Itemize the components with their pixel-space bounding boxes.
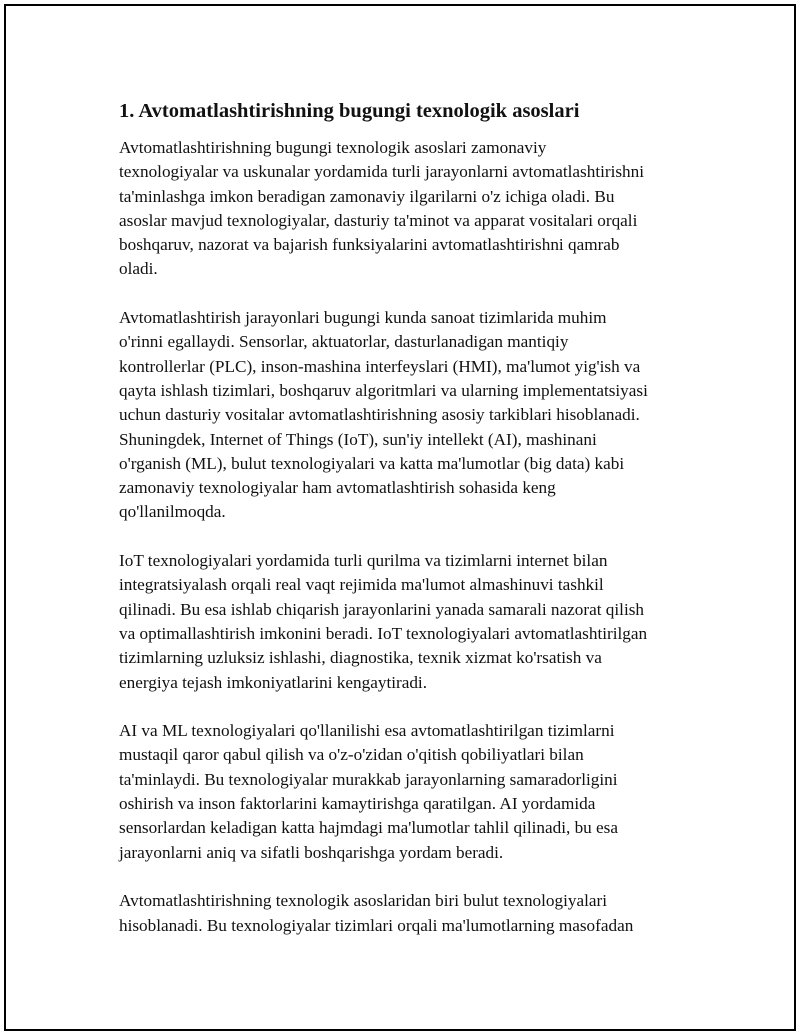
document-body [119, 96, 699, 962]
section-heading: 1. Avtomatlashtirishning bugungi texnologik asoslari [119, 100, 580, 122]
paragraph-line: qo'llanilmoqda. [119, 502, 226, 522]
paragraph-4 [119, 719, 699, 865]
paragraph-line: IoT texnologiyalari yordamida turli qurilma va tizimlarni internet bilan [119, 551, 608, 571]
document-page [4, 4, 796, 1031]
paragraph-line: mustaqil qaror qabul qilish va o'z-o'zidan o'qitish qobiliyatlari bilan [119, 745, 584, 765]
paragraph-line: integratsiyalash orqali real vaqt rejimida ma'lumot almashinuvi tashkil [119, 575, 604, 595]
paragraph-line: sensorlardan keladigan katta hajmdagi ma'lumotlar tahlil qilinadi, bu esa [119, 818, 618, 838]
paragraph-line: qilinadi. Bu esa ishlab chiqarish jarayonlarini yanada samarali nazorat qilish [119, 599, 645, 619]
paragraph-line: o'rinni egallaydi. Sensorlar, aktuatorlar, dasturlanadigan mantiqiy [119, 332, 569, 352]
paragraph-2 [119, 306, 699, 525]
paragraph-line: asoslar mavjud texnologiyalar, dasturiy ta'minot va apparat vositalari orqali [119, 210, 638, 230]
paragraph-line: jarayonlarni aniq va sifatli boshqarishga yordam beradi. [119, 842, 504, 862]
paragraph-line: oshirish va inson faktorlarini kamaytirishga qaratilgan. AI yordamida [119, 794, 596, 814]
paragraph-line: Shuningdek, Internet of Things (IoT), sun'iy intellekt (AI), mashinani [119, 429, 597, 449]
paragraph-line: zamonaviy texnologiyalar ham avtomatlashtirish sohasida keng [119, 478, 556, 498]
paragraph-5 [119, 889, 699, 938]
paragraph-line: oladi. [119, 259, 158, 279]
paragraph-line: va optimallashtirish imkonini beradi. IoT texnologiyalari avtomatlashtirilgan [119, 623, 648, 643]
paragraph-line: ta'minlaydi. Bu texnologiyalar murakkab jarayonlarning samaradorligini [119, 769, 618, 789]
paragraph-3 [119, 549, 699, 695]
paragraph-line: kontrollerlar (PLC), inson-mashina interfeyslari (HMI), ma'lumot yig'ish va [119, 356, 641, 376]
paragraph-line: ta'minlashga imkon beradigan zamonaviy ilgarilarni o'z ichiga oladi. Bu [119, 186, 615, 206]
paragraph-line: uchun dasturiy vositalar avtomatlashtirishning asosiy tarkiblari hisoblanadi. [119, 405, 640, 425]
paragraph-line: texnologiyalar va uskunalar yordamida turli jarayonlarni avtomatlashtirishni [119, 162, 645, 182]
paragraph-list [119, 136, 699, 938]
paragraph-line: energiya tejash imkoniyatlarini kengaytiradi. [119, 672, 428, 692]
paragraph-line: Avtomatlashtirish jarayonlari bugungi kunda sanoat tizimlarida muhim [119, 308, 607, 328]
paragraph-line: Avtomatlashtirishning texnologik asoslaridan biri bulut texnologiyalari [119, 891, 608, 911]
paragraph-line: AI va ML texnologiyalari qo'llanilishi esa avtomatlashtirilgan tizimlarni [119, 721, 615, 741]
paragraph-line: qayta ishlash tizimlari, boshqaruv algoritmlari va ularning implementatsiyasi [119, 380, 648, 400]
paragraph-line: tizimlarning uzluksiz ishlashi, diagnostika, texnik xizmat ko'rsatish va [119, 648, 602, 668]
paragraph-line: hisoblanadi. Bu texnologiyalar tizimlari orqali ma'lumotlarning masofadan [119, 915, 634, 935]
paragraph-line: boshqaruv, nazorat va bajarish funksiyalarini avtomatlashtirishni qamrab [119, 235, 620, 255]
paragraph-1 [119, 136, 699, 282]
paragraph-line: Avtomatlashtirishning bugungi texnologik asoslari zamonaviy [119, 138, 547, 157]
paragraph-line: o'rganish (ML), bulut texnologiyalari va katta ma'lumotlar (big data) kabi [119, 453, 625, 473]
